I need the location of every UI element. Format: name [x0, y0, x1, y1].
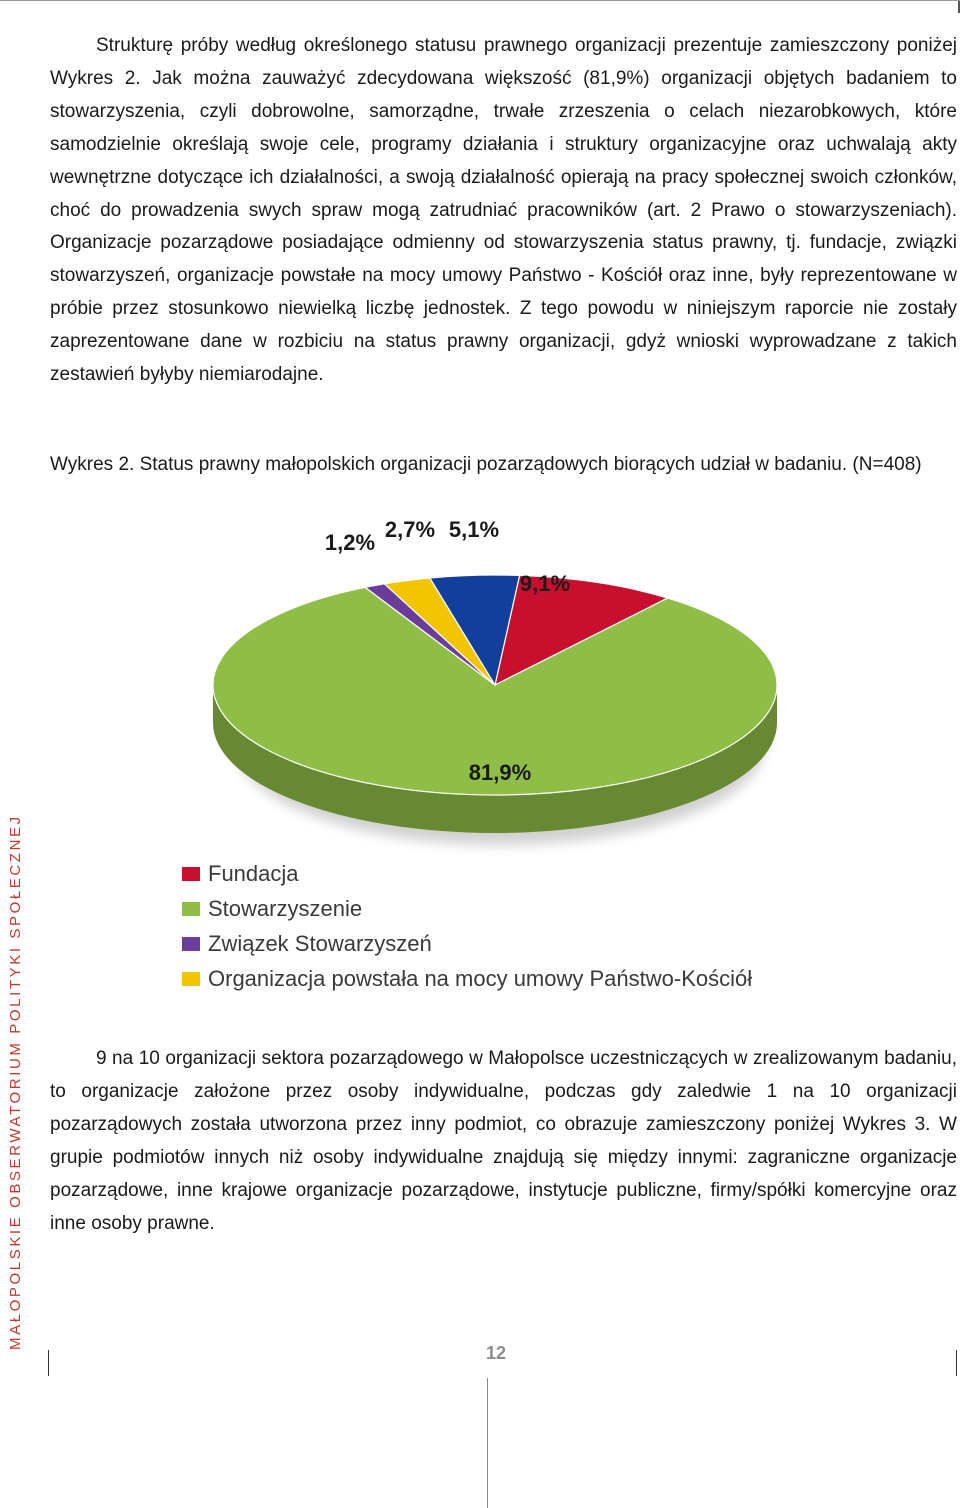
- legend-swatch-1: [182, 902, 200, 916]
- paragraph-bottom: 9 na 10 organizacji sektora pozarządowego w Małopolsce uczestniczących w zrealizowanym badaniu, to organizacje założone przez osoby indywidualne, podczas gdy zaledwie 1 na 10 organizacji pozarządowych została utworzona przez inny podmiot, co obrazuje zamieszczony poniżej Wykres 3. W grupie podmiotów innych niż osoby indywidualne znajdują się między innymi: zagraniczne organizacje pozarządowe, inne krajowe organizacje pozarządowe, instytucje publiczne, firmy/spółki komercyjne oraz inne osoby prawne.: [50, 1048, 957, 1234]
- pie-value-label-0: 9,1%: [519, 571, 571, 596]
- legend-label-1: Stowarzyszenie: [208, 896, 363, 921]
- paragraph-top: Strukturę próby według określonego statusu prawnego organizacji prezentuje zamieszczony poniżej Wykres 2. Jak można zauważyć zdecydowana większość (81,9%) organizacji objętych badaniem to stowarzyszenia, czyli dobrowolne, samorządne, trwałe zrzeszenia o celach niezarobkowych, które samodzielnie określają swoje cele, programy działania i struktury organizacyjne oraz uchwalają akty wewnętrzne dotyczące ich działalności, a swoją działalność opierają na pracy społecznej swoich członków, choć do prowadzenia swych spraw mogą zatrudniać pracowników (art. 2 Prawo o stowarzyszeniach). Organizacje pozarządowe posiadające odmienny od stowarzyszenia status prawny, tj. fundacje, związki stowarzyszeń, organizacje powstałe na mocy umowy Państwo - Kościół oraz inne, były reprezentowane w próbie przez stosunkowo niewielką liczbę jednostek. Z tego powodu w niniejszym raporcie nie zostały zaprezentowane dane w rozbiciu na status prawny organizacji, gdyż wnioski wyprowadzane z takich zestawień byłyby niemiarodajne.: [50, 35, 957, 386]
- page-number: 12: [485, 1343, 507, 1363]
- top-rule: [0, 0, 960, 9]
- legend-label-3: Organizacja powstała na mocy umowy Państwo-Kościół: [208, 966, 753, 991]
- legend-label-2: Związek Stowarzyszeń: [208, 931, 432, 956]
- center-rule: [487, 1378, 488, 1508]
- pie-value-label-4: 5,1%: [448, 517, 500, 542]
- pie-chart: [160, 505, 860, 1005]
- pie-value-label-2: 1,2%: [324, 530, 376, 555]
- legend-label-0: Fundacja: [208, 861, 299, 886]
- left-margin-rule: [48, 1350, 49, 1376]
- chart-caption: Wykres 2. Status prawny małopolskich organizacji pozarządowych biorących udział w badaniu. (N=408): [50, 454, 922, 475]
- right-margin-rule: [956, 1350, 957, 1376]
- pie-legend: [182, 861, 752, 991]
- legend-swatch-2: [182, 937, 200, 951]
- pie-value-label-1: 81,9%: [468, 760, 532, 785]
- pie-value-label-3: 2,7%: [384, 517, 436, 542]
- legend-swatch-0: [182, 867, 200, 881]
- side-label: MAŁOPOLSKIE OBSERWATORIUM POLITYKI SPOŁECZNEJ: [7, 814, 24, 1350]
- legend-swatch-3: [182, 972, 200, 986]
